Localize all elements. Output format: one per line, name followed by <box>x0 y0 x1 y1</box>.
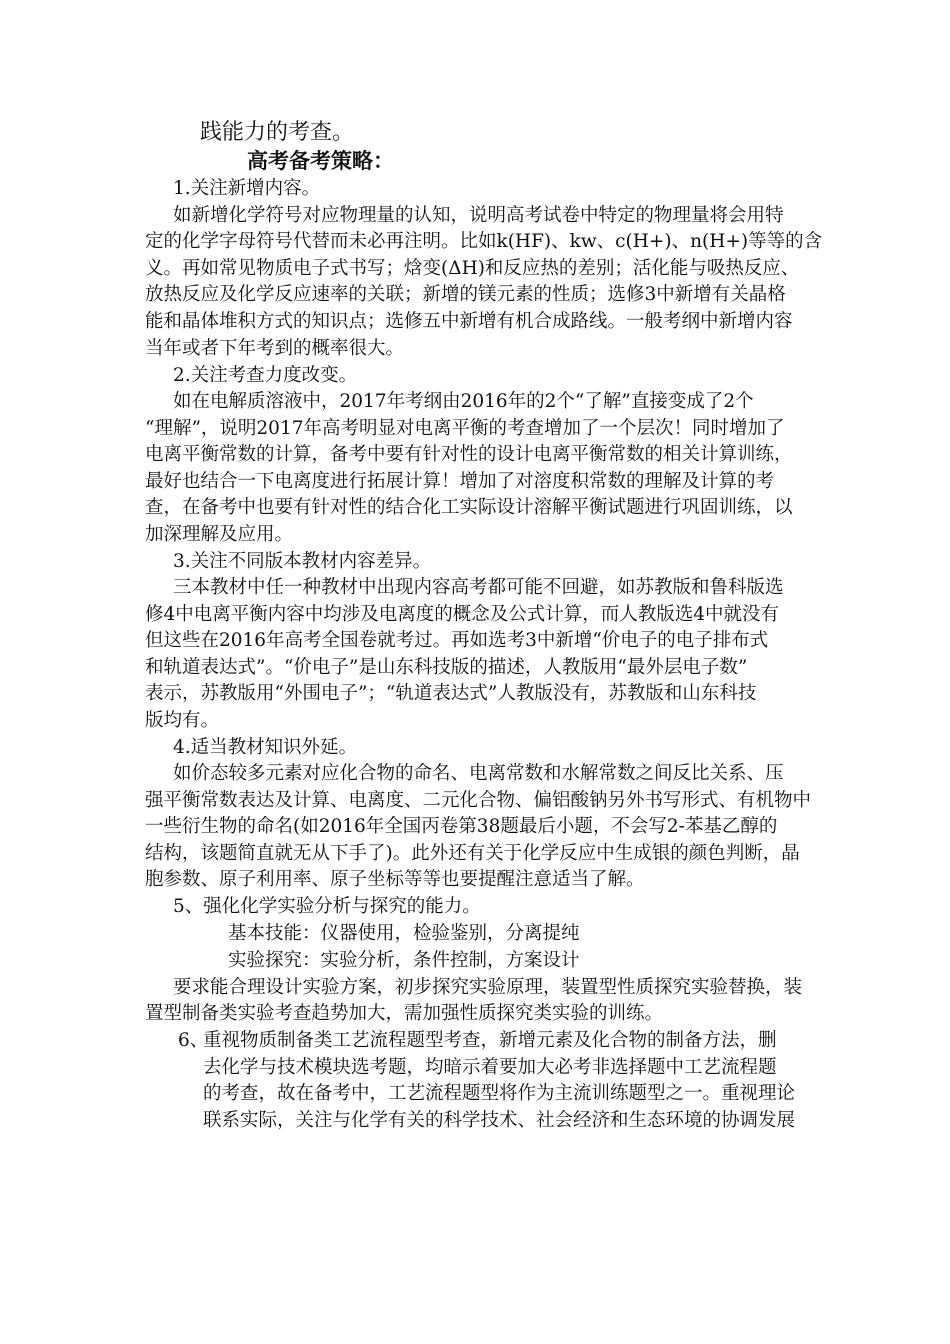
paragraph-line: 和轨道表达式”。“价电子”是山东科技版的描述，人教版用“最外层电子数” <box>145 657 748 678</box>
paragraph-line: 如价态较多元素对应化合物的命名、电离常数和水解常数之间反比关系、压 <box>173 763 784 784</box>
experiment-inquiry-line: 实验探究：实验分析，条件控制，方案设计 <box>228 950 580 971</box>
paragraph-line: 联系实际，关注与化学有关的科学技术、社会经济和生态环境的协调发展 <box>203 1110 796 1131</box>
paragraph-line: 加深理解及应用。 <box>145 524 294 545</box>
paragraph-line: 如新增化学符号对应物理量的认知，说明高考试卷中特定的物理量将会用特 <box>173 205 784 226</box>
section-5-title: 5、强化化学实验分析与探究的能力。 <box>173 896 481 917</box>
paragraph-line: 胞参数、原子利用率、原子坐标等等也要提醒注意适当了解。 <box>145 869 645 890</box>
paragraph-line: 表示，苏教版用“外围电子”；“轨道表达式”人教版没有，苏教版和山东科技 <box>145 683 757 704</box>
paragraph-line: 义。再如常见物质电子式书写；焓变(ΔH)和反应热的差别；活化能与吸热反应、 <box>145 258 800 279</box>
paragraph-line: 放热反应及化学反应速率的关联；新增的镁元素的性质；选修3中新增有关晶格 <box>145 284 786 305</box>
paragraph-line: 去化学与技术模块选考题，均暗示着要加大必考非选择题中工艺流程题 <box>203 1057 777 1078</box>
paragraph-line: 强平衡常数表达及计算、电离度、二元化合物、偏铝酸钠另外书写形式、有机物中 <box>145 790 812 811</box>
paragraph-line: 结构，该题简直就无从下手了)。此外还有关于化学反应中生成银的颜色判断，晶 <box>145 843 800 864</box>
paragraph-line: 当年或者下年考到的概率很大。 <box>145 338 405 359</box>
paragraph-line: 三本教材中任一种教材中出现内容高考都可能不回避，如苏教版和鲁科版选 <box>173 577 784 598</box>
paragraph-line: 版均有。 <box>145 710 220 731</box>
paragraph-line: 电离平衡常数的计算，备考中要有针对性的设计电离平衡常数的相关计算训练， <box>145 444 793 465</box>
paragraph-line: 要求能合理设计实验方案，初步探究实验原理，装置型性质探究实验替换，装 <box>173 977 803 998</box>
paragraph-line: 如在电解质溶液中，2017年考纲由2016年的2个“了解”直接变成了2个 <box>173 391 754 412</box>
paragraph-line: 最好也结合一下电离度进行拓展计算！增加了对溶度积常数的理解及计算的考 <box>145 471 775 492</box>
section-3-title: 3.关注不同版本教材内容差异。 <box>173 551 432 572</box>
section-6-number: 6、 <box>178 1030 209 1051</box>
paragraph-line: 定的化学字母符号代替而未必再注明。比如k(HF)、kw、c(H+)、n(H+)等等的含 <box>145 231 823 252</box>
section-heading: 高考备考策略： <box>247 148 394 173</box>
paragraph-line: 重视物质制备类工艺流程题型考查，新增元素及化合物的制备方法，删 <box>203 1030 777 1051</box>
paragraph-line: “理解”，说明2017年高考明显对电离平衡的考查增加了一个层次！同时增加了 <box>145 418 785 439</box>
section-2-title: 2.关注考查力度改变。 <box>173 365 358 386</box>
paragraph-line: 的考查，故在备考中，工艺流程题型将作为主流训练题型之一。重视理论 <box>203 1083 796 1104</box>
section-1-title: 1.关注新增内容。 <box>173 178 321 199</box>
paragraph-line: 修4中电离平衡内容中均涉及电离度的概念及公式计算，而人教版选4中就没有 <box>145 604 780 625</box>
paragraph-line: 一些衍生物的命名(如2016年全国丙卷第38题最后小题，不会写2-苯基乙醇的 <box>145 816 778 837</box>
intro-tail-text: 践能力的考查。 <box>200 120 355 145</box>
paragraph-line: 置型制备类实验考查趋势加大，需加强性质探究类实验的训练。 <box>145 1003 664 1024</box>
section-4-title: 4.适当教材知识外延。 <box>173 737 358 758</box>
paragraph-line: 能和晶体堆积方式的知识点；选修五中新增有机合成路线。一般考纲中新增内容 <box>145 311 793 332</box>
paragraph-line: 查，在备考中也要有针对性的结合化工实际设计溶解平衡试题进行巩固训练，以 <box>145 497 793 518</box>
basic-skills-line: 基本技能：仪器使用，检验鉴别，分离提纯 <box>228 923 580 944</box>
paragraph-line: 但这些在2016年高考全国卷就考过。再如选考3中新增“价电子的电子排布式 <box>145 630 769 651</box>
